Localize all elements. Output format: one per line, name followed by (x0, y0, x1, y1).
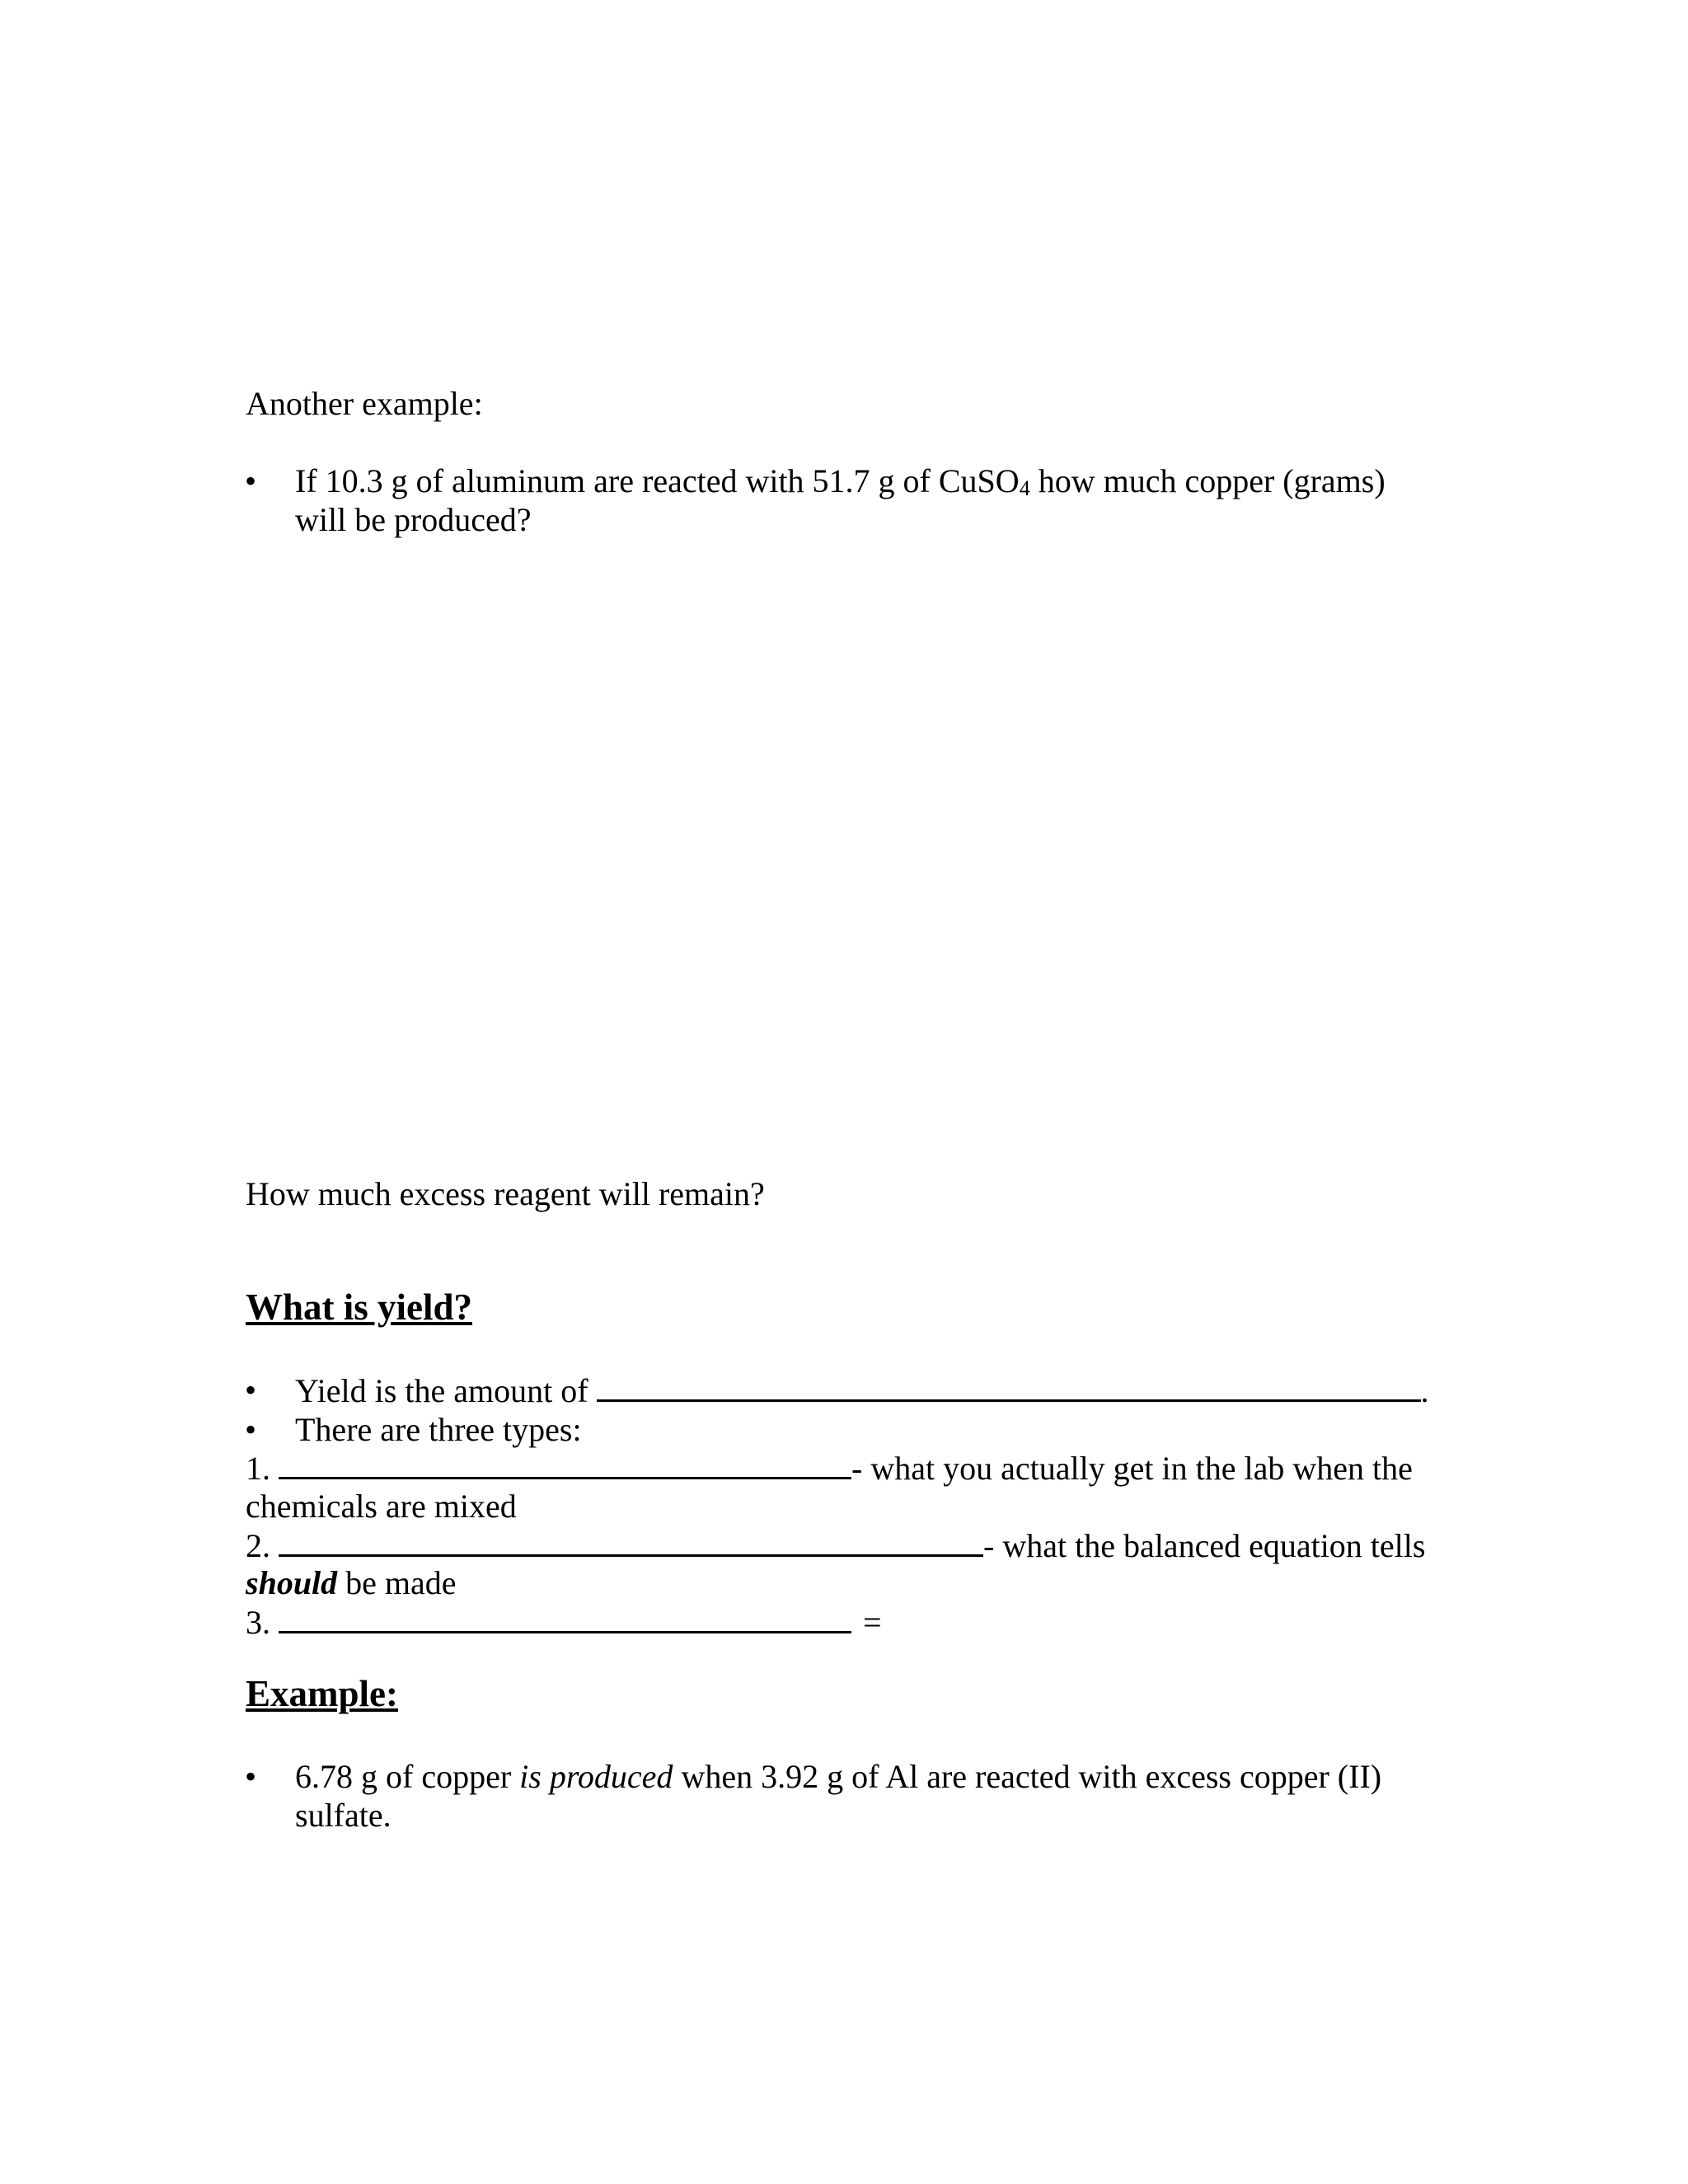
example-text-part-1: 6.78 g of copper (295, 1758, 520, 1795)
example-problem-line-2: sulfate. (295, 1797, 392, 1834)
yield-type-3-number: 3. (246, 1604, 270, 1641)
bullet-icon: • (245, 1758, 257, 1795)
yield-definition-period: . (1420, 1372, 1429, 1409)
question-aluminum-copper (295, 462, 1386, 500)
bullet-icon: • (245, 1411, 257, 1448)
bullet-icon: • (245, 462, 257, 499)
yield-definition (295, 1371, 1429, 1410)
example-problem (295, 1758, 1381, 1796)
yield-type-1-description: - what you actually get in the lab when the (851, 1450, 1413, 1487)
yield-types-intro: There are three types: (295, 1411, 582, 1448)
yield-definition-text: Yield is the amount of (295, 1372, 597, 1409)
yield-type-2-line-2-rest: be made (337, 1564, 457, 1601)
yield-type-1-number: 1. (246, 1450, 270, 1487)
example-heading: Example: (246, 1673, 398, 1714)
is-produced-emphasis: is produced (519, 1758, 673, 1795)
another-example-label: Another example: (246, 385, 483, 422)
question-line-2: will be produced? (295, 501, 532, 538)
example-text-part-2: when 3.92 g of Al are reacted with excess copper (II) (673, 1758, 1382, 1795)
yield-type-2-blank[interactable] (279, 1526, 983, 1557)
yield-type-2-number: 2. (246, 1527, 270, 1564)
yield-type-1-line-2: chemicals are mixed (246, 1488, 517, 1525)
yield-heading: What is yield? (246, 1286, 473, 1328)
yield-type-2 (246, 1526, 1425, 1565)
yield-type-2-description: - what the balanced equation tells (983, 1527, 1426, 1564)
yield-type-3-equals: = (863, 1604, 882, 1641)
yield-definition-blank[interactable] (597, 1371, 1421, 1402)
yield-type-3-blank[interactable] (279, 1603, 851, 1633)
yield-type-1 (246, 1449, 1413, 1488)
subscript-4: 4 (1019, 476, 1030, 500)
question-text-part-2: how much copper (grams) (1029, 462, 1386, 499)
yield-type-3 (246, 1603, 882, 1642)
yield-type-2-line-2 (246, 1564, 457, 1602)
bullet-icon: • (245, 1371, 257, 1408)
yield-type-1-blank[interactable] (279, 1449, 851, 1479)
question-text-part-1: If 10.3 g of aluminum are reacted with 51.7 g of CuSO (295, 462, 1020, 499)
should-emphasis: should (246, 1564, 338, 1601)
excess-reagent-question: How much excess reagent will remain? (246, 1175, 765, 1212)
